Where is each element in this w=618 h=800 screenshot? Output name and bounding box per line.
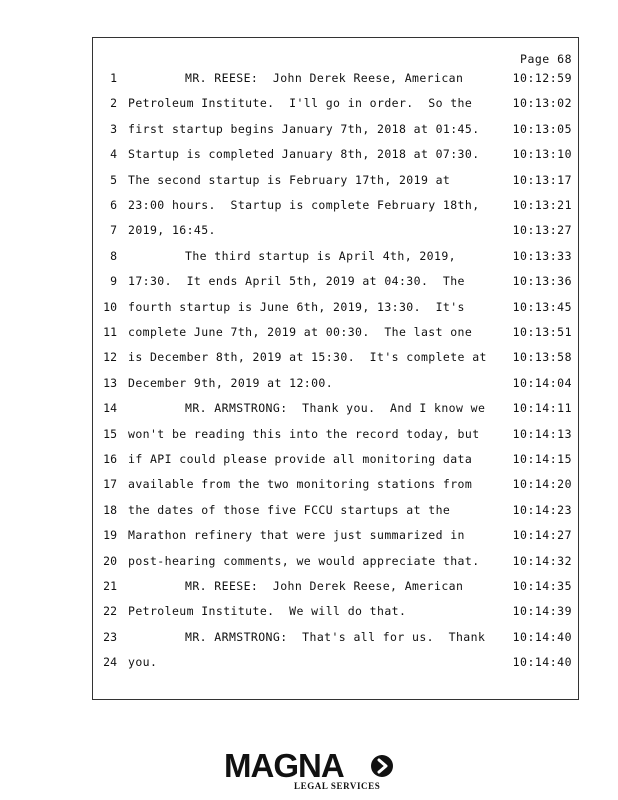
transcript-line — [93, 503, 578, 528]
timestamp: 10:13:02 — [512, 96, 572, 111]
line-text: Petroleum Institute. We will do that. — [128, 604, 407, 619]
line-number: 2 — [110, 96, 117, 111]
line-text: 17:30. It ends April 5th, 2019 at 04:30. The — [128, 274, 465, 289]
line-text: 23:00 hours. Startup is complete February 18th, — [128, 198, 480, 212]
line-text: won't be reading this into the record today, but — [128, 426, 480, 441]
line-number: 17 — [103, 477, 117, 492]
line-number: 6 — [110, 198, 117, 212]
timestamp: 10:14:40 — [512, 629, 572, 644]
line-text: The second startup is February 17th, 2019 at — [128, 172, 451, 187]
transcript-line — [93, 579, 578, 604]
transcript-line — [93, 274, 578, 299]
timestamp: 10:12:59 — [512, 71, 572, 85]
timestamp: 10:13:05 — [512, 121, 572, 136]
line-text: MR. REESE: John Derek Reese, American — [185, 71, 464, 85]
line-text: MR. ARMSTRONG: Thank you. And I know we — [185, 401, 486, 416]
line-number: 9 — [110, 274, 117, 289]
line-text: the dates of those five FCCU startups at the — [128, 502, 451, 517]
line-text: post-hearing comments, we would appreciate that. — [128, 553, 480, 568]
transcript-line — [93, 528, 578, 553]
transcript-line — [93, 554, 578, 579]
transcript-line — [93, 300, 578, 325]
timestamp: 10:14:32 — [512, 553, 572, 568]
timestamp: 10:14:35 — [512, 579, 572, 593]
transcript-line — [93, 223, 578, 248]
timestamp: 10:13:45 — [512, 299, 572, 314]
line-text: Marathon refinery that were just summarized in — [128, 528, 465, 543]
timestamp: 10:13:58 — [512, 350, 572, 365]
page-number: Page 68 — [520, 52, 572, 66]
line-text: December 9th, 2019 at 12:00. — [128, 375, 334, 390]
transcript-line — [93, 96, 578, 121]
transcript-line — [93, 147, 578, 172]
chevron-right-icon — [371, 755, 393, 777]
transcript-line — [93, 655, 578, 680]
transcript-line — [93, 427, 578, 452]
line-number: 21 — [103, 579, 117, 593]
line-text: Petroleum Institute. I'll go in order. So the — [128, 96, 473, 111]
line-text: you. — [128, 655, 158, 670]
timestamp: 10:14:15 — [512, 452, 572, 466]
line-number: 4 — [110, 147, 117, 162]
line-number: 18 — [103, 502, 117, 517]
line-text: if API could please provide all monitoring data — [128, 452, 473, 466]
transcript-line — [93, 630, 578, 655]
transcript-line — [93, 198, 578, 223]
line-text: complete June 7th, 2019 at 00:30. The last one — [128, 325, 473, 339]
transcript-line — [93, 401, 578, 426]
line-text: 2019, 16:45. — [128, 223, 216, 238]
line-text: fourth startup is June 6th, 2019, 13:30. It's — [128, 299, 465, 314]
timestamp: 10:13:27 — [512, 223, 572, 238]
timestamp: 10:14:04 — [512, 375, 572, 390]
transcript-line — [93, 173, 578, 198]
transcript-page — [92, 37, 579, 700]
line-text: MR. REESE: John Derek Reese, American — [185, 579, 464, 593]
line-text: The third startup is April 4th, 2019, — [185, 248, 456, 263]
timestamp: 10:13:17 — [512, 172, 572, 187]
transcript-line — [93, 350, 578, 375]
transcript-line — [93, 71, 578, 96]
timestamp: 10:14:40 — [512, 655, 572, 670]
line-number: 11 — [103, 325, 117, 339]
line-number: 1 — [110, 71, 117, 85]
transcript-line — [93, 325, 578, 350]
transcript-line — [93, 122, 578, 147]
transcript-line — [93, 249, 578, 274]
line-text: Startup is completed January 8th, 2018 at 07:30. — [128, 147, 480, 162]
line-text: first startup begins January 7th, 2018 at 01:45. — [128, 121, 480, 136]
line-number: 10 — [103, 299, 117, 314]
timestamp: 10:14:13 — [512, 426, 572, 441]
line-number: 16 — [103, 452, 117, 466]
transcript-line — [93, 604, 578, 629]
line-text: available from the two monitoring stations from — [128, 477, 473, 492]
timestamp: 10:13:21 — [512, 198, 572, 212]
line-number: 7 — [110, 223, 117, 238]
transcript-line — [93, 477, 578, 502]
timestamp: 10:14:23 — [512, 502, 572, 517]
timestamp: 10:13:36 — [512, 274, 572, 289]
timestamp: 10:13:10 — [512, 147, 572, 162]
timestamp: 10:14:39 — [512, 604, 572, 619]
line-number: 14 — [103, 401, 117, 416]
line-text: MR. ARMSTRONG: That's all for us. Thank — [185, 629, 486, 644]
line-number: 22 — [103, 604, 117, 619]
line-text: is December 8th, 2019 at 15:30. It's complete at — [128, 350, 487, 365]
line-number: 24 — [103, 655, 117, 670]
timestamp: 10:14:11 — [512, 401, 572, 416]
line-number: 8 — [110, 248, 117, 263]
line-number: 15 — [103, 426, 117, 441]
line-number: 5 — [110, 172, 117, 187]
timestamp: 10:13:33 — [512, 248, 572, 263]
transcript-line — [93, 376, 578, 401]
line-number: 19 — [103, 528, 117, 543]
timestamp: 10:14:20 — [512, 477, 572, 492]
line-number: 23 — [103, 629, 117, 644]
line-number: 13 — [103, 375, 117, 390]
magna-logo — [224, 748, 399, 794]
logo-wordmark: MAGNA — [224, 747, 344, 784]
line-number: 12 — [103, 350, 117, 365]
timestamp: 10:14:27 — [512, 528, 572, 543]
logo-tagline: LEGAL SERVICES — [294, 781, 381, 791]
line-number: 20 — [103, 553, 117, 568]
timestamp: 10:13:51 — [512, 325, 572, 339]
line-number: 3 — [110, 121, 117, 136]
transcript-line — [93, 452, 578, 477]
